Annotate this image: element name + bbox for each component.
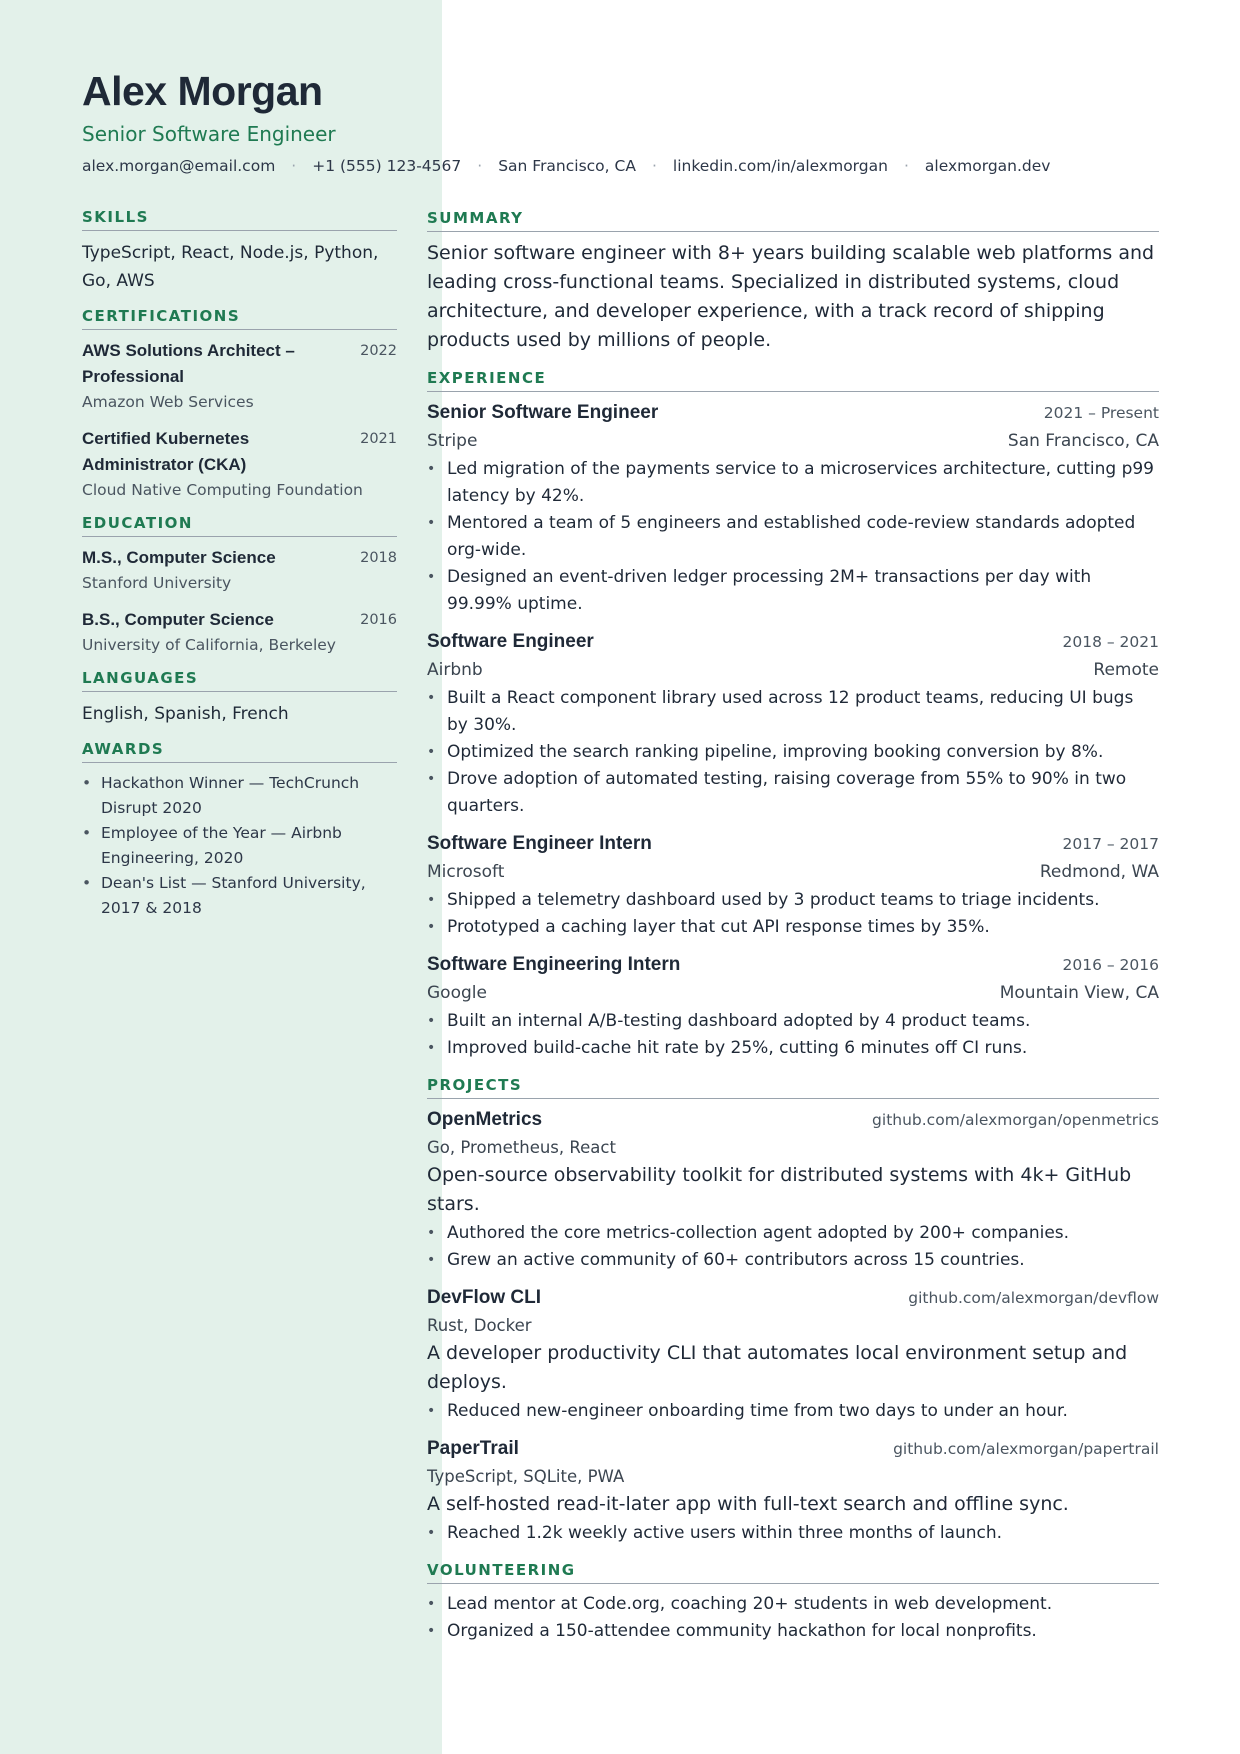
- project-name: PaperTrail: [427, 1438, 519, 1459]
- contact-separator: ·: [477, 157, 483, 175]
- job-bullet: • Prototyped a caching layer that cut API response times by 35%.: [427, 914, 1159, 941]
- volunteering-bullets: [427, 1591, 1159, 1645]
- volunteering-bullet: • Organized a 150-attendee community hackathon for local nonprofits.: [427, 1618, 1159, 1645]
- project-tech: TypeScript, SQLite, PWA: [427, 1467, 625, 1486]
- job-dates: 2016 – 2016: [1062, 956, 1159, 974]
- summary-text: Senior software engineer with 8+ years building scalable web platforms and leading cross-functional teams. Specialized in distributed systems, cloud architecture, and developer experience, with a track record of shipping products used by millions of people.: [427, 242, 1155, 351]
- certification-item: [82, 338, 397, 414]
- job-location: Remote: [1093, 660, 1159, 680]
- job-dates: 2021 – Present: [1043, 404, 1159, 422]
- job-bullet: • Improved build-cache hit rate by 25%, cutting 6 minutes off CI runs.: [427, 1035, 1159, 1062]
- job-title: Senior Software Engineer: [427, 402, 659, 423]
- job-entry: [427, 628, 1159, 820]
- education-year: 2016: [360, 612, 397, 628]
- contact-separator: ·: [651, 157, 657, 175]
- project-tech: Go, Prometheus, React: [427, 1138, 616, 1157]
- job-bullet: • Drove adoption of automated testing, raising coverage from 55% to 90% in two quarters.: [427, 766, 1159, 820]
- summary-heading: SUMMARY: [427, 209, 1159, 232]
- job-title: Software Engineer: [427, 631, 594, 652]
- education-year: 2018: [360, 550, 397, 566]
- volunteering-bullet: • Lead mentor at Code.org, coaching 20+ students in web development.: [427, 1591, 1159, 1618]
- project-name: OpenMetrics: [427, 1109, 543, 1130]
- job-bullet: • Built an internal A/B-testing dashboard adopted by 4 product teams.: [427, 1008, 1159, 1035]
- skills-text: TypeScript, React, Node.js, Python, Go, AWS: [82, 243, 379, 291]
- education-degree: B.S., Computer Science: [82, 610, 274, 629]
- job-entry: [427, 399, 1159, 618]
- skills-section: [82, 208, 397, 295]
- candidate-role: Senior Software Engineer: [82, 122, 336, 146]
- contact-separator: ·: [903, 157, 909, 175]
- job-bullet: • Optimized the search ranking pipeline, improving booking conversion by 8%.: [427, 739, 1159, 766]
- education-section: [82, 514, 397, 657]
- certification-title: Certified Kubernetes Administrator (CKA): [82, 429, 250, 474]
- job-bullet: • Built a React component library used across 12 product teams, reducing UI bugs by 30%.: [427, 685, 1159, 739]
- awards-heading: AWARDS: [82, 740, 397, 763]
- job-company: Stripe: [427, 431, 478, 451]
- job-title: Software Engineer Intern: [427, 833, 652, 854]
- education-degree: M.S., Computer Science: [82, 548, 276, 567]
- education-school: University of California, Berkeley: [82, 636, 336, 654]
- project-link[interactable]: github.com/alexmorgan/openmetrics: [872, 1111, 1159, 1129]
- award-item: • Dean's List — Stanford University, 2017 & 2018: [82, 871, 397, 921]
- education-item: [82, 607, 397, 657]
- volunteering-heading: VOLUNTEERING: [427, 1561, 1159, 1584]
- job-entry: [427, 951, 1159, 1062]
- certification-year: 2022: [360, 343, 397, 359]
- project-name: DevFlow CLI: [427, 1287, 542, 1308]
- award-item: • Hackathon Winner — TechCrunch Disrupt 2020: [82, 771, 397, 821]
- awards-section: [82, 740, 397, 921]
- certification-year: 2021: [360, 431, 397, 447]
- project-bullet: • Authored the core metrics-collection agent adopted by 200+ companies.: [427, 1220, 1159, 1247]
- sidebar-column: [82, 208, 397, 933]
- experience-heading: EXPERIENCE: [427, 369, 1159, 392]
- job-location: Mountain View, CA: [999, 983, 1159, 1003]
- job-location: San Francisco, CA: [1007, 431, 1159, 451]
- project-bullets: [427, 1220, 1159, 1274]
- job-dates: 2017 – 2017: [1062, 835, 1159, 853]
- awards-list: [82, 771, 397, 921]
- project-bullet: • Reached 1.2k weekly active users within three months of launch.: [427, 1520, 1159, 1547]
- projects-heading: PROJECTS: [427, 1076, 1159, 1099]
- project-link[interactable]: github.com/alexmorgan/papertrail: [893, 1440, 1159, 1458]
- contact-separator: ·: [291, 157, 297, 175]
- certifications-heading: CERTIFICATIONS: [82, 307, 397, 330]
- projects-section: [427, 1076, 1159, 1547]
- certification-title: AWS Solutions Architect – Professional: [82, 341, 295, 386]
- skills-heading: SKILLS: [82, 208, 397, 231]
- project-tech: Rust, Docker: [427, 1316, 532, 1335]
- job-bullet: • Shipped a telemetry dashboard used by 3 product teams to triage incidents.: [427, 887, 1159, 914]
- certifications-section: [82, 307, 397, 502]
- education-item: [82, 545, 397, 595]
- job-bullet: • Led migration of the payments service to a microservices architecture, cutting p99 latency by 42%.: [427, 456, 1159, 510]
- certification-item: [82, 426, 397, 502]
- contact-line: [82, 157, 1050, 175]
- contact-website[interactable]: alexmorgan.dev: [924, 157, 1051, 175]
- project-bullets: [427, 1520, 1159, 1547]
- main-column: [427, 209, 1159, 1659]
- job-company: Microsoft: [427, 862, 505, 882]
- education-school: Stanford University: [82, 574, 232, 592]
- award-item: • Employee of the Year — Airbnb Engineering, 2020: [82, 821, 397, 871]
- contact-email[interactable]: alex.morgan@email.com: [82, 157, 276, 175]
- candidate-name: Alex Morgan: [82, 68, 323, 114]
- job-entry: [427, 830, 1159, 941]
- languages-text: English, Spanish, French: [82, 704, 289, 724]
- contact-phone[interactable]: +1 (555) 123-4567: [312, 157, 462, 175]
- project-link[interactable]: github.com/alexmorgan/devflow: [908, 1289, 1159, 1307]
- education-heading: EDUCATION: [82, 514, 397, 537]
- project-entry: [427, 1284, 1159, 1425]
- project-description: A developer productivity CLI that automates local environment setup and deploys.: [427, 1342, 1128, 1393]
- summary-section: [427, 209, 1159, 355]
- job-location: Redmond, WA: [1039, 862, 1159, 882]
- project-entry: [427, 1435, 1159, 1547]
- project-bullet: • Grew an active community of 60+ contributors across 15 countries.: [427, 1247, 1159, 1274]
- project-bullet: • Reduced new-engineer onboarding time from two days to under an hour.: [427, 1398, 1159, 1425]
- job-bullets: [427, 1008, 1159, 1062]
- job-bullets: [427, 685, 1159, 820]
- contact-location: San Francisco, CA: [498, 157, 636, 175]
- experience-section: [427, 369, 1159, 1062]
- job-company: Airbnb: [427, 660, 483, 680]
- job-bullet: • Mentored a team of 5 engineers and established code-review standards adopted org-wide.: [427, 510, 1159, 564]
- job-company: Google: [427, 983, 487, 1003]
- languages-section: [82, 669, 397, 728]
- volunteering-section: [427, 1561, 1159, 1645]
- job-bullets: [427, 456, 1159, 618]
- project-description: A self-hosted read-it-later app with full-text search and offline sync.: [427, 1493, 1069, 1515]
- languages-heading: LANGUAGES: [82, 669, 397, 692]
- project-bullets: [427, 1398, 1159, 1425]
- job-bullets: [427, 887, 1159, 941]
- job-title: Software Engineering Intern: [427, 954, 681, 975]
- certification-issuer: Cloud Native Computing Foundation: [82, 481, 363, 499]
- project-description: Open-source observability toolkit for distributed systems with 4k+ GitHub stars.: [427, 1164, 1132, 1215]
- project-entry: [427, 1106, 1159, 1274]
- certification-issuer: Amazon Web Services: [82, 393, 254, 411]
- contact-linkedin[interactable]: linkedin.com/in/alexmorgan: [672, 157, 888, 175]
- job-dates: 2018 – 2021: [1062, 633, 1159, 651]
- job-bullet: • Designed an event-driven ledger processing 2M+ transactions per day with 99.99% uptime.: [427, 564, 1159, 618]
